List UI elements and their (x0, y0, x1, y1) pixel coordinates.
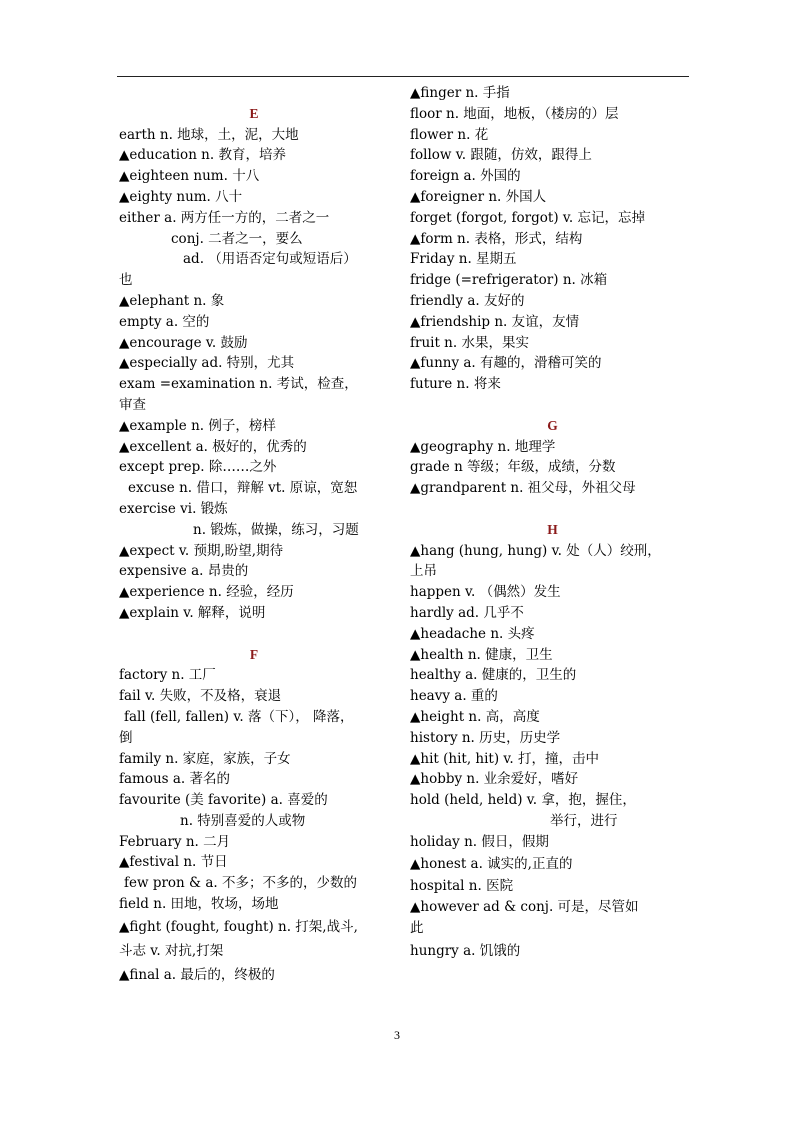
vocab-entry: heavy a. 重的 (410, 688, 498, 705)
spacer (119, 624, 389, 645)
vocab-entry: future n. 将来 (410, 376, 501, 393)
vocab-entry: ▲eighty num. 八十 (119, 188, 243, 205)
spacer (410, 395, 695, 416)
vocab-entry: holiday n. 假日，假期 (410, 833, 549, 850)
vocab-entry: hungry a. 饥饿的 (410, 942, 521, 959)
vocab-entry: ▲finger n. 手指 (410, 85, 510, 101)
vocab-entry: exam =examination n. 考试，检查， (119, 376, 358, 393)
vocab-entry: ▲especially ad. 特别，尤其 (119, 355, 295, 372)
vocab-entry: conj. 二者之一，要么 (171, 230, 303, 247)
vocab-entry: ▲experience n. 经验，经历 (119, 584, 294, 601)
vocab-entry: exercise vi. 锻炼 (119, 500, 228, 517)
vocab-entry: ad. （用语否定句或短语后） (183, 251, 357, 268)
section-letter: G (547, 417, 558, 433)
vocab-entry: except prep. 除……之外 (119, 459, 277, 476)
vocab-entry: excuse n. 借口，辩解 vt. 原谅，宽恕 (128, 480, 358, 497)
vocab-entry: 也 (119, 272, 133, 289)
vocab-entry: grade n 等级；年级，成绩，分数 (410, 459, 616, 476)
vocab-entry: hardly ad. 几乎不 (410, 604, 524, 621)
vocab-entry: ▲festival n. 节日 (119, 854, 228, 871)
vocab-entry: friendly a. 友好的 (410, 292, 525, 309)
vocab-entry: healthy a. 健康的，卫生的 (410, 667, 577, 684)
vocab-entry: ▲fight (fought, fought) n. 打架,战斗, (119, 918, 358, 935)
spacer (119, 83, 389, 104)
vocab-entry: family n. 家庭，家族，子女 (119, 750, 291, 767)
vocab-entry: ▲headache n. 头疼 (410, 625, 535, 642)
vocab-entry: 倒 (119, 729, 133, 746)
page-number: 3 (394, 1028, 400, 1042)
vocab-entry: empty a. 空的 (119, 313, 210, 330)
vocab-entry: fruit n. 水果，果实 (410, 334, 529, 351)
vocab-entry: 举行，进行 (550, 812, 618, 829)
vocab-entry: fridge (=refrigerator) n. 冰箱 (410, 272, 608, 289)
vocab-entry: n. 锻炼，做操，练习，习题 (193, 521, 359, 538)
vocab-entry: history n. 历史，历史学 (410, 729, 561, 746)
vocab-entry: ▲education n. 教育，培养 (119, 147, 286, 164)
vocab-entry: ▲however ad & conj. 可是，尽管如 (410, 899, 639, 916)
section-letter: E (249, 105, 259, 121)
vocab-entry: follow v. 跟随，仿效，跟得上 (410, 147, 592, 164)
section-letter: H (547, 521, 558, 537)
spacer (410, 499, 695, 520)
vocab-entry: ▲explain v. 解释，说明 (119, 604, 266, 621)
vocab-entry: hold (held, held) v. 拿，抱，握住， (410, 792, 636, 809)
vocab-entry: ▲grandparent n. 祖父母，外祖父母 (410, 480, 636, 497)
vocab-entry: either a. 两方任一方的，二者之一 (119, 209, 330, 226)
vocab-entry: earth n. 地球，土，泥，大地 (119, 126, 299, 143)
vocab-entry: 此 (410, 920, 424, 937)
vocab-entry: few pron & a. 不多；不多的，少数的 (124, 875, 357, 892)
vocab-entry: fail v. 失败，不及格，衰退 (119, 688, 282, 705)
vocab-entry: field n. 田地，牧场，场地 (119, 896, 279, 913)
vocab-entry: ▲hobby n. 业余爱好，嗜好 (410, 771, 579, 788)
vocab-entry: February n. 二月 (119, 833, 231, 850)
vocab-entry: ▲form n. 表格，形式，结构 (410, 230, 583, 247)
vocab-entry: expensive a. 昂贵的 (119, 563, 249, 580)
vocab-entry: ▲hit (hit, hit) v. 打，撞，击中 (410, 750, 599, 767)
vocab-entry: ▲excellent a. 极好的，优秀的 (119, 438, 307, 455)
vocab-entry: factory n. 工厂 (119, 667, 216, 684)
vocab-entry: ▲elephant n. 象 (119, 292, 225, 309)
vocab-entry: ▲example n. 例子，榜样 (119, 417, 276, 434)
vocab-entry: fall (fell, fallen) v. 落（下）， 降落， (124, 708, 354, 725)
vocab-entry: ▲eighteen num. 十八 (119, 168, 260, 185)
vocab-entry: foreign a. 外国的 (410, 168, 521, 185)
vocab-entry: ▲expect v. 预期,盼望,期待 (119, 542, 284, 559)
vocab-entry: n. 特别喜爱的人或物 (180, 812, 306, 829)
vocab-entry: ▲funny a. 有趣的，滑稽可笑的 (410, 355, 602, 372)
vocab-entry: 上吊 (410, 563, 437, 580)
section-letter: F (249, 646, 259, 662)
vocab-entry: happen v. （偶然）发生 (410, 584, 561, 601)
vocab-entry: ▲hang (hung, hung) v. 处（人）绞刑， (410, 542, 661, 559)
vocab-entry: Friday n. 星期五 (410, 251, 517, 268)
vocab-entry: ▲foreigner n. 外国人 (410, 188, 547, 205)
vocab-entry: ▲encourage v. 鼓励 (119, 334, 248, 351)
vocab-entry: ▲geography n. 地理学 (410, 438, 556, 455)
vocab-entry: ▲height n. 高，高度 (410, 708, 540, 725)
left-column (119, 83, 389, 987)
vocab-entry: favourite (美 favorite) a. 喜爱的 (119, 792, 328, 809)
vocab-entry: ▲honest a. 诚实的,正直的 (410, 856, 573, 873)
vocab-entry: hospital n. 医院 (410, 878, 514, 895)
vocab-entry: flower n. 花 (410, 126, 489, 143)
vocab-entry: 斗志 v. 对抗,打架 (119, 942, 224, 959)
vocab-entry: floor n. 地面，地板，（楼房的）层 (410, 105, 619, 122)
vocab-entry: ▲final a. 最后的，终极的 (119, 966, 275, 983)
vocab-entry: ▲friendship n. 友谊，友情 (410, 313, 580, 330)
vocab-entry: forget (forgot, forgot) v. 忘记，忘掉 (410, 209, 645, 226)
vocab-entry: 审查 (119, 396, 146, 413)
vocab-entry: ▲health n. 健康，卫生 (410, 646, 553, 663)
right-column (410, 83, 695, 963)
vocab-entry: famous a. 著名的 (119, 771, 231, 788)
header-rule (117, 76, 689, 77)
